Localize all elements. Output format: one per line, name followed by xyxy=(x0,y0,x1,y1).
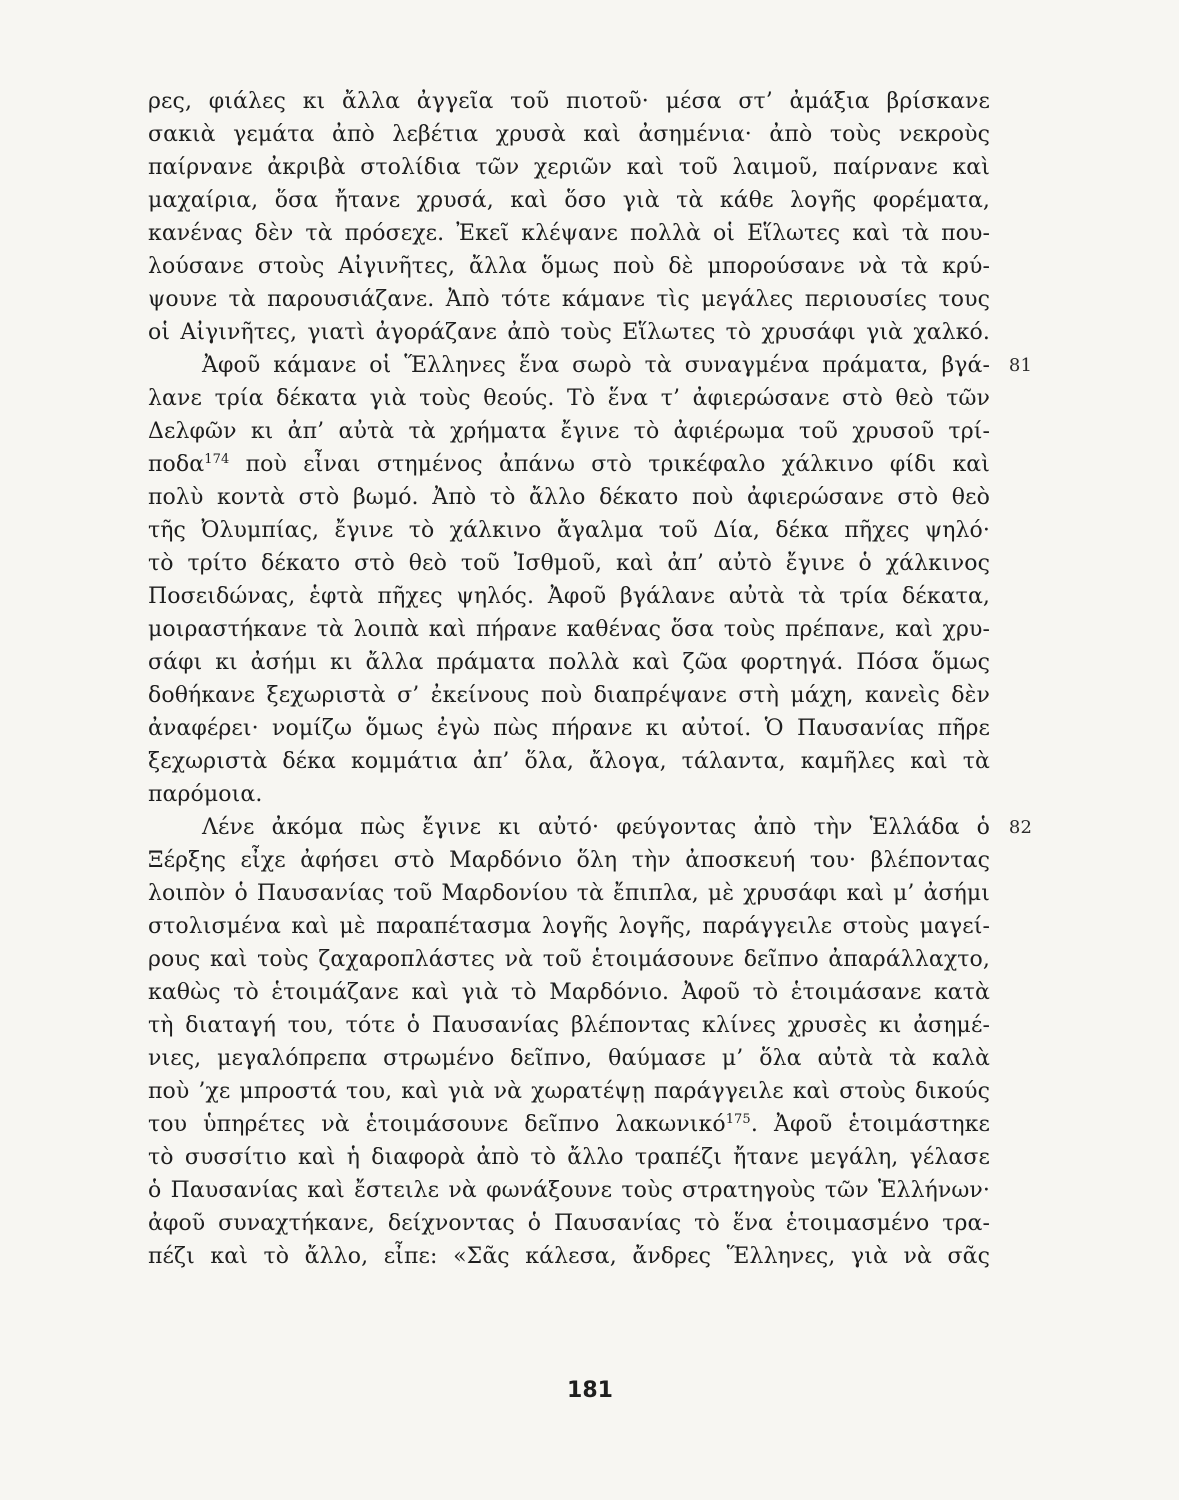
line-text: κανένας δὲν τὰ πρόσεχε. Ἐκεῖ κλέψανε πολλὰ οἱ Εἵλωτες καὶ τὰ που- xyxy=(148,221,990,246)
footnote-reference: 175 xyxy=(725,1112,751,1127)
text-line xyxy=(148,943,990,976)
text-line xyxy=(148,646,990,679)
text-line xyxy=(148,778,990,811)
line-text: λούσανε στοὺς Αἰγινῆτες, ἄλλα ὅμως ποὺ δὲ μπορούσανε νὰ τὰ κρύ- xyxy=(148,254,990,279)
text-line xyxy=(148,250,990,283)
line-text: ποδα xyxy=(148,452,205,477)
text-line xyxy=(148,976,990,1009)
text-line xyxy=(148,844,990,877)
text-line xyxy=(148,1108,990,1141)
text-line xyxy=(148,811,1032,844)
page-number: 181 xyxy=(567,1378,613,1403)
line-text: μοιραστήκανε τὰ λοιπὰ καὶ πήρανε καθένας ὅσα τοὺς πρέπανε, καὶ χρυ- xyxy=(148,617,990,642)
text-line xyxy=(148,1174,990,1207)
line-text: σάφι κι ἀσήμι κι ἄλλα πράματα πολλὰ καὶ ζῶα φορτηγά. Πόσα ὅμως xyxy=(148,650,990,675)
text-line xyxy=(148,514,990,547)
line-text: ἀφοῦ συναχτήκανε, δείχνοντας ὁ Παυσανίας τὸ ἕνα ἑτοιμασμένο τρα- xyxy=(148,1211,990,1236)
line-text: δοθήκανε ξεχωριστὰ σ’ ἐκείνους ποὺ διαπρέψανε στὴ μάχη, κανεὶς δὲν xyxy=(148,683,990,708)
text-line xyxy=(148,1240,990,1273)
text-line xyxy=(148,448,990,481)
text-line xyxy=(148,415,990,448)
line-text: πολὺ κοντὰ στὸ βωμό. Ἀπὸ τὸ ἄλλο δέκατο ποὺ ἀφιερώσανε στὸ θεὸ xyxy=(148,485,990,510)
text-line xyxy=(148,547,990,580)
line-text: ὁ Παυσανίας καὶ ἔστειλε νὰ φωνάξουνε τοὺς στρατηγοὺς τῶν Ἑλλήνων· xyxy=(148,1178,990,1203)
line-text: ρους καὶ τοὺς ζαχαροπλάστες νὰ τοῦ ἑτοιμάσουνε δεῖπνο ἀπαράλλαχτο, xyxy=(148,947,990,972)
text-line xyxy=(148,217,990,250)
text-line xyxy=(148,877,990,910)
text-line xyxy=(148,910,990,943)
body-text xyxy=(148,85,1032,1273)
line-text: νιες, μεγαλόπρεπα στρωμένο δεῖπνο, θαύμασε μ’ ὅλα αὐτὰ τὰ καλὰ xyxy=(148,1046,990,1071)
line-text: καθὼς τὸ ἑτοιμάζανε καὶ γιὰ τὸ Μαρδόνιο. Ἀφοῦ τὸ ἑτοιμάσανε κατὰ xyxy=(148,980,990,1005)
text-line xyxy=(148,712,990,745)
line-text: ποὺ ’χε μπροστά του, καὶ γιὰ νὰ χωρατέψῃ παράγγειλε καὶ στοὺς δικούς xyxy=(148,1079,990,1104)
line-text-continued: . Ἀφοῦ ἑτοιμάστηκε xyxy=(750,1112,990,1137)
text-line xyxy=(148,1075,990,1108)
line-text: Ποσειδώνας, ἑφτὰ πῆχες ψηλός. Ἀφοῦ βγάλανε αὐτὰ τὰ τρία δέκατα, xyxy=(148,584,990,609)
line-text: στολισμένα καὶ μὲ παραπέτασμα λογῆς λογῆς, παράγγειλε στοὺς μαγεί- xyxy=(148,914,990,939)
section-number: 82 xyxy=(1008,817,1032,838)
text-line xyxy=(148,382,990,415)
line-text: Λένε ἀκόμα πὼς ἔγινε κι αὐτό· φεύγοντας ἀπὸ τὴν Ἑλλάδα ὁ xyxy=(202,815,990,840)
line-text: ψουνε τὰ παρουσιάζανε. Ἀπὸ τότε κάμανε τὶς μεγάλες περιουσίες τους xyxy=(148,287,990,312)
text-line xyxy=(148,1042,990,1075)
line-text: τὸ τρίτο δέκατο στὸ θεὸ τοῦ Ἰσθμοῦ, καὶ ἀπ’ αὐτὸ ἔγινε ὁ χάλκινος xyxy=(148,551,990,576)
text-line xyxy=(148,1009,990,1042)
text-line xyxy=(148,1207,990,1240)
line-text: τῆς Ὀλυμπίας, ἔγινε τὸ χάλκινο ἄγαλμα τοῦ Δία, δέκα πῆχες ψηλό· xyxy=(148,518,990,543)
text-line xyxy=(148,613,990,646)
text-line xyxy=(148,151,990,184)
line-text: λανε τρία δέκατα γιὰ τοὺς θεούς. Τὸ ἕνα τ’ ἀφιερώσανε στὸ θεὸ τῶν xyxy=(148,386,990,411)
line-text: παίρνανε ἀκριβὰ στολίδια τῶν χεριῶν καὶ τοῦ λαιμοῦ, παίρνανε καὶ xyxy=(148,155,990,180)
text-line xyxy=(148,1141,990,1174)
text-line xyxy=(148,316,990,349)
line-text: τὴ διαταγή του, τότε ὁ Παυσανίας βλέποντας κλίνες χρυσὲς κι ἀσημέ- xyxy=(148,1013,990,1038)
text-line xyxy=(148,580,990,613)
footnote-reference: 174 xyxy=(204,452,230,467)
line-text: οἱ Αἰγινῆτες, γιατὶ ἀγοράζανε ἀπὸ τοὺς Εἵλωτες τὸ χρυσάφι γιὰ χαλκό. xyxy=(148,320,990,345)
text-line xyxy=(148,85,990,118)
text-line xyxy=(148,745,990,778)
line-text: πέζι καὶ τὸ ἄλλο, εἶπε: «Σᾶς κάλεσα, ἄνδρες Ἕλληνες, γιὰ νὰ σᾶς xyxy=(148,1244,990,1269)
line-text: μαχαίρια, ὅσα ἤτανε χρυσά, καὶ ὅσο γιὰ τὰ κάθε λογῆς φορέματα, xyxy=(148,188,990,213)
section-number: 81 xyxy=(1008,355,1032,376)
line-text: τὸ συσσίτιο καὶ ἡ διαφορὰ ἀπὸ τὸ ἄλλο τραπέζι ἤτανε μεγάλη, γέλασε xyxy=(148,1145,990,1170)
text-line xyxy=(148,118,990,151)
text-line xyxy=(148,349,1032,382)
text-line xyxy=(148,184,990,217)
line-text: ρες, φιάλες κι ἄλλα ἀγγεῖα τοῦ πιοτοῦ· μέσα στ’ ἀμάξια βρίσκανε xyxy=(148,89,990,114)
line-text: Δελφῶν κι ἀπ’ αὐτὰ τὰ χρήματα ἔγινε τὸ ἀφιέρωμα τοῦ χρυσοῦ τρί- xyxy=(148,419,990,444)
text-line xyxy=(148,283,990,316)
text-line xyxy=(148,679,990,712)
line-text: σακιὰ γεμάτα ἀπὸ λεβέτια χρυσὰ καὶ ἀσημένια· ἀπὸ τοὺς νεκροὺς xyxy=(148,122,990,147)
text-line xyxy=(148,481,990,514)
line-text: λοιπὸν ὁ Παυσανίας τοῦ Μαρδονίου τὰ ἔπιπλα, μὲ χρυσάφι καὶ μ’ ἀσήμι xyxy=(148,881,990,906)
line-text: παρόμοια. xyxy=(148,782,263,807)
line-text: του ὑπηρέτες νὰ ἑτοιμάσουνε δεῖπνο λακωνικό xyxy=(148,1112,726,1137)
line-text-continued: ποὺ εἶναι στημένος ἀπάνω στὸ τρικέφαλο χάλκινο φίδι καὶ xyxy=(229,452,990,477)
line-text: ἀναφέρει· νομίζω ὅμως ἐγὼ πὼς πήρανε κι αὐτοί. Ὁ Παυσανίας πῆρε xyxy=(148,716,990,741)
line-text: ξεχωριστὰ δέκα κομμάτια ἀπ’ ὅλα, ἄλογα, τάλαντα, καμῆλες καὶ τὰ xyxy=(148,749,990,774)
line-text: Ἀφοῦ κάμανε οἱ Ἕλληνες ἕνα σωρὸ τὰ συναγμένα πράματα, βγά- xyxy=(202,353,990,378)
line-text: Ξέρξης εἶχε ἀφήσει στὸ Μαρδόνιο ὅλη τὴν ἀποσκευή του· βλέποντας xyxy=(148,848,990,873)
